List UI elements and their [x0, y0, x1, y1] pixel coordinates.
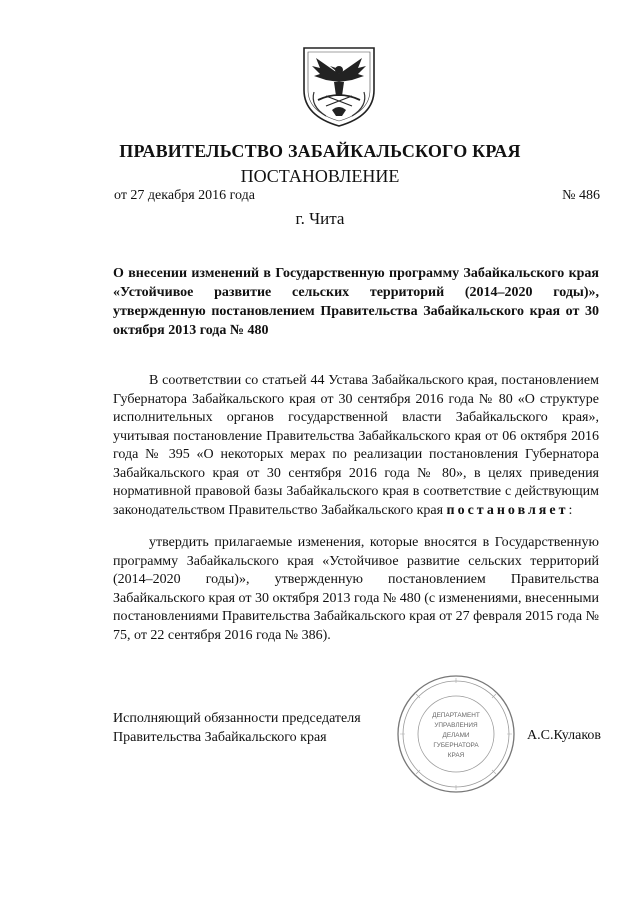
- resolution-verb: постановляет: [446, 502, 569, 518]
- document-date: от 27 декабря 2016 года: [114, 188, 255, 203]
- document-subject: О внесении изменений в Государственную программу Забайкальского края «Устойчивое развитие сельских территорий (2014–2020 годы)», утвержденную постановлением Правительства Забайкальского края от 30 октября 2013 года № 480: [113, 266, 599, 338]
- body-paragraph-2: [113, 534, 599, 645]
- paragraph-1-end: :: [568, 502, 573, 518]
- document-city: г. Чита: [295, 209, 345, 228]
- coat-of-arms-emblem: [296, 44, 382, 128]
- body-paragraph-1: [113, 372, 599, 520]
- stamp-line-1: ДЕПАРТАМЕНТ: [432, 712, 480, 719]
- paragraph-1-text: В соответствии со статьей 44 Устава Забайкальского края, постановлением Губернатора Забайкальского края от 30 сентября 2016 года № 80 «О структуре исполнительных органов государственной власти Забайкальского края», учитывая постановление Правительства Забайкальского края от 06 октября 2016 года № 395 «О некоторых мерах по реализации постановления Губернатора Забайкальского края от 30 сентября 2016 года № 80», в целях приведения нормативной правовой базы Забайкальского края в соответствие с действующим законодательством Правительство Забайкальского края: [113, 373, 599, 518]
- signatory-name: А.С.Кулаков: [527, 728, 602, 743]
- organization-title: ПРАВИТЕЛЬСТВО ЗАБАЙКАЛЬСКОГО КРАЯ: [119, 141, 521, 161]
- stamp-line-3: ДЕЛАМИ: [442, 732, 470, 739]
- official-seal-stamp: [394, 672, 518, 796]
- stamp-line-4: ГУБЕРНАТОРА: [433, 742, 479, 749]
- document-number: № 486: [562, 188, 600, 203]
- signatory-position: [113, 710, 403, 747]
- signatory-position-line-2: Правительства Забайкальского края: [113, 729, 327, 745]
- signatory-position-line-1: Исполняющий обязанности председателя: [113, 711, 361, 726]
- stamp-line-5: КРАЯ: [447, 752, 465, 759]
- document-type: ПОСТАНОВЛЕНИЕ: [240, 166, 400, 186]
- stamp-line-2: УПРАВЛЕНИЯ: [434, 722, 478, 729]
- paragraph-2-text: утвердить прилагаемые изменения, которые вносятся в Государственную программу Забайкальского края «Устойчивое развитие сельских территорий (2014–2020 годы)», утвержденную постановлением Правительства Забайкальского края от 30 октября 2013 года № 480 (с изменениями, внесенными постановлениями Правительства Забайкальского края от 27 февраля 2015 года № 75, от 22 сентября 2016 года № 386).: [113, 535, 599, 643]
